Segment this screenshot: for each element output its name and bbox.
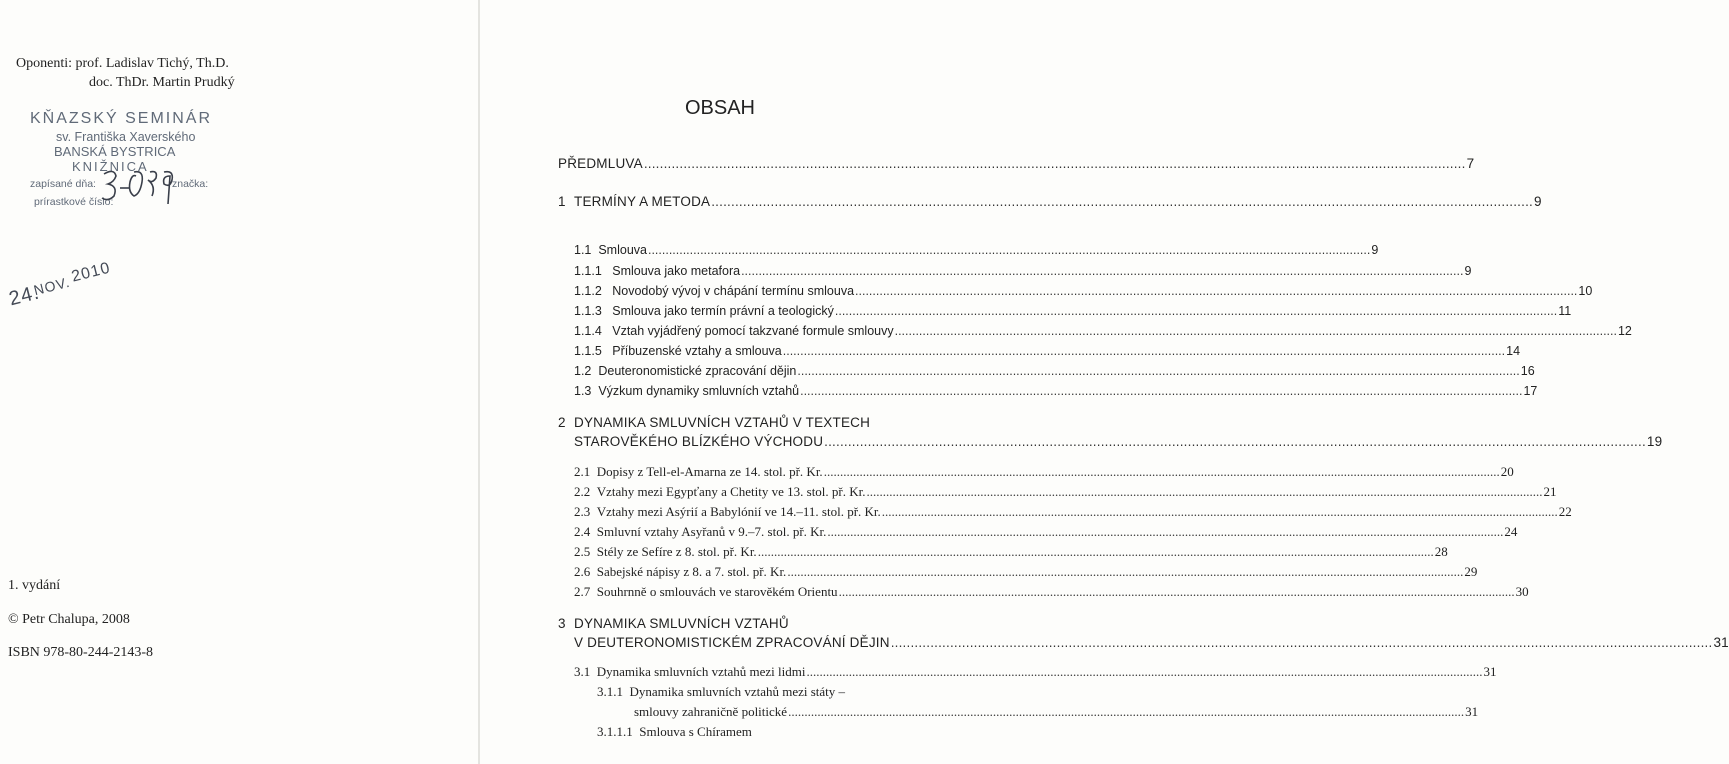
stamp-line-4: KNIŽNICA	[72, 159, 149, 174]
toc-row-1-1-3	[574, 304, 1572, 318]
toc-row-1-1	[574, 243, 1379, 257]
toc-label: TERMÍNY A METODA	[574, 194, 711, 209]
toc-page: 11	[1558, 304, 1572, 318]
toc-label: V DEUTERONOMISTICKÉM ZPRACOVÁNÍ DĚJIN	[574, 635, 890, 650]
toc-entry-text: Výzkum dynamiky smluvních vztahů	[598, 384, 800, 398]
toc-label: PŘEDMLUVA	[558, 156, 643, 171]
leader-dots: ................................................................................................................................................................................................................	[838, 584, 1515, 599]
opponents-line-1: Oponenti: prof. Ladislav Tichý, Th.D.	[16, 56, 229, 71]
toc-entry-text: smlouvy zahraničně politické	[634, 704, 788, 719]
toc-page: 20	[1500, 464, 1514, 479]
toc-entry-number: 1.2	[574, 364, 592, 378]
toc-row-1-2	[574, 364, 1535, 378]
toc-entry-number: 2.4	[574, 524, 591, 539]
leader-dots: ................................................................................................................................................................................................................	[881, 504, 1558, 519]
toc-page: 9	[1464, 264, 1472, 278]
toc-page: 29	[1464, 564, 1478, 579]
date-stamp	[0, 250, 113, 311]
stamp-line-1: KŇAZSKÝ SEMINÁR	[30, 110, 213, 127]
toc-entry-number: 1.1	[574, 243, 592, 257]
toc-page: 31	[1483, 664, 1497, 679]
toc-entry-text: Smlouva jako metafora	[612, 264, 741, 278]
isbn: ISBN 978-80-244-2143-8	[8, 645, 154, 660]
leader-dots: ................................................................................................................................................................................................................	[741, 264, 1464, 278]
toc-row-1-1-1	[574, 264, 1472, 278]
leader-dots: ................................................................................................................................................................................................................	[824, 434, 1646, 449]
toc-entry-number: 3.1.1	[597, 684, 623, 699]
toc-entry-text: Smlouva s Chíramem	[639, 724, 752, 739]
leader-dots: ................................................................................................................................................................................................................	[711, 194, 1533, 209]
toc-entry-text: Stély ze Sefíre z 8. stol. př. Kr.	[596, 544, 757, 559]
toc-page: 31	[1465, 704, 1479, 719]
toc-page: 17	[1523, 384, 1538, 398]
toc-entry-number: 2.3	[574, 504, 591, 519]
toc-row-3-1	[574, 664, 1497, 680]
toc-entry-text: Dynamika smluvních vztahů mezi lidmi	[596, 664, 806, 679]
svg-text:2010: 2010	[69, 259, 113, 286]
toc-entry-text: Příbuzenské vztahy a smlouva	[612, 344, 782, 358]
svg-text:NOV.: NOV.	[31, 273, 72, 299]
toc-entry-text: Vztahy mezi Asýrií a Babylónií ve 14.–11. stol. př. Kr.	[596, 504, 881, 519]
toc-entry-number: 2.2	[574, 484, 591, 499]
stamp-line-3: BANSKÁ BYSTRICA	[54, 144, 176, 159]
toc-row-1-3	[574, 384, 1538, 398]
toc-title: OBSAH	[684, 97, 756, 119]
toc-entry-number: 2.6	[574, 564, 591, 579]
toc-page: 30	[1515, 584, 1529, 599]
toc-entry-number: 1.3	[574, 384, 592, 398]
toc-row-2-2	[574, 484, 1557, 500]
toc-entry-text: Vztahy mezi Egypťany a Chetity ve 13. stol. př. Kr.	[596, 484, 866, 499]
toc-page: 9	[1371, 243, 1379, 257]
toc-entry-text: Vztah vyjádřený pomocí takzvané formule smlouvy	[612, 324, 894, 338]
left-page	[0, 0, 478, 764]
stamp-date-label: zapísané dňa:	[30, 178, 96, 190]
toc-entry-text: Novodobý vývoj v chápání termínu smlouva	[612, 284, 855, 298]
toc-row-chapter-2	[574, 434, 1663, 449]
library-stamp	[30, 110, 240, 210]
toc-page: 14	[1506, 344, 1521, 358]
leader-dots: ................................................................................................................................................................................................................	[806, 664, 1483, 679]
toc-entry-number: 2.7	[574, 584, 591, 599]
opponents-line-2: doc. ThDr. Martin Prudký	[89, 75, 235, 90]
toc-page: 7	[1466, 156, 1475, 171]
toc-row-chapter-3	[574, 635, 1729, 650]
toc-entry-text: Sabejské nápisy z 8. a 7. stol. př. Kr.	[596, 564, 787, 579]
toc-chapter-2-line-1: DYNAMIKA SMLUVNÍCH VZTAHŮ V TEXTECH	[574, 415, 871, 430]
stamp-accession-label: prírastkové číslo:	[34, 196, 114, 208]
leader-dots: ................................................................................................................................................................................................................	[647, 243, 1371, 257]
toc-entry-number: 1.1.5	[574, 344, 602, 358]
toc-page: 24	[1504, 524, 1518, 539]
toc-row-2-7	[574, 584, 1529, 600]
toc-entry-text: Souhrnně o smlouvách ve starověkém Orientu	[596, 584, 838, 599]
toc-entry-number: 1.1.2	[574, 284, 602, 298]
toc-entry-text: Smlouva	[598, 243, 647, 257]
leader-dots: ................................................................................................................................................................................................................	[827, 524, 1504, 539]
toc-page: 31	[1713, 635, 1729, 650]
svg-text:24.: 24.	[6, 281, 42, 311]
right-page-toc	[480, 0, 1729, 764]
toc-entry-number: 3.1.1.1	[597, 724, 633, 739]
copyright: © Petr Chalupa, 2008	[8, 612, 130, 627]
handwritten-accession-number	[100, 166, 180, 210]
toc-page: 10	[1578, 284, 1593, 298]
toc-entry-number: 2.5	[574, 544, 591, 559]
toc-row-2-5	[574, 544, 1448, 560]
leader-dots: ................................................................................................................................................................................................................	[890, 635, 1713, 650]
toc-entry-number: 2.1	[574, 464, 591, 479]
toc-row-2-4	[574, 524, 1518, 540]
toc-page: 16	[1520, 364, 1535, 378]
toc-page: 21	[1543, 484, 1557, 499]
toc-row-2-6	[574, 564, 1478, 580]
leader-dots: ................................................................................................................................................................................................................	[643, 156, 1466, 171]
leader-dots: ................................................................................................................................................................................................................	[782, 344, 1506, 358]
edition: 1. vydání	[8, 578, 61, 593]
toc-row-3-1-1	[634, 704, 1479, 720]
toc-entry-text: Deuteronomistické zpracování dějin	[598, 364, 797, 378]
toc-entry-number: 3.1	[574, 664, 591, 679]
toc-entry-text: Smlouva jako termín právní a teologický	[612, 304, 834, 318]
toc-page: 19	[1646, 434, 1663, 449]
toc-row-2-3	[574, 504, 1572, 520]
chapter-number: 2	[558, 415, 566, 430]
toc-page: 28	[1434, 544, 1448, 559]
chapter-number: 1	[558, 194, 566, 209]
toc-entry-text: Smluvní vztahy Asyřanů v 9.–7. stol. př. Kr.	[596, 524, 827, 539]
leader-dots: ................................................................................................................................................................................................................	[866, 484, 1543, 499]
toc-row-chapter-1	[574, 194, 1542, 209]
toc-row-1-1-5	[574, 344, 1521, 358]
toc-row-preface	[558, 156, 1475, 171]
leader-dots: ................................................................................................................................................................................................................	[757, 544, 1434, 559]
toc-chapter-3-line-1: DYNAMIKA SMLUVNÍCH VZTAHŮ	[574, 616, 789, 631]
toc-page: 22	[1558, 504, 1572, 519]
toc-entry-number: 1.1.3	[574, 304, 602, 318]
toc-entry-number: 1.1.4	[574, 324, 602, 338]
toc-page: 12	[1617, 324, 1632, 338]
toc-row-3-1-1-line-1	[597, 684, 845, 700]
toc-row-1-1-2	[574, 284, 1593, 298]
toc-row-1-1-4	[574, 324, 1632, 338]
toc-row-2-1	[574, 464, 1514, 480]
toc-row-3-1-1-1-line-1	[597, 724, 752, 740]
toc-entry-text: Dynamika smluvních vztahů mezi státy –	[629, 684, 846, 699]
leader-dots: ................................................................................................................................................................................................................	[788, 704, 1465, 719]
toc-entry-number: 1.1.1	[574, 264, 602, 278]
leader-dots: ................................................................................................................................................................................................................	[855, 284, 1578, 298]
toc-page: 9	[1534, 194, 1542, 209]
chapter-number: 3	[558, 616, 566, 631]
leader-dots: ................................................................................................................................................................................................................	[800, 384, 1523, 398]
toc-label: STAROVĚKÉHO BLÍZKÉHO VÝCHODU	[574, 434, 824, 449]
leader-dots: ................................................................................................................................................................................................................	[894, 324, 1617, 338]
toc-entry-text: Dopisy z Tell-el-Amarna ze 14. stol. př. Kr.	[596, 464, 823, 479]
leader-dots: ................................................................................................................................................................................................................	[787, 564, 1464, 579]
stamp-mark-label: značka:	[172, 178, 209, 190]
stamp-line-2: sv. Františka Xaverského	[56, 130, 196, 144]
leader-dots: ................................................................................................................................................................................................................	[834, 304, 1558, 318]
leader-dots: ................................................................................................................................................................................................................	[823, 464, 1500, 479]
leader-dots: ................................................................................................................................................................................................................	[797, 364, 1520, 378]
